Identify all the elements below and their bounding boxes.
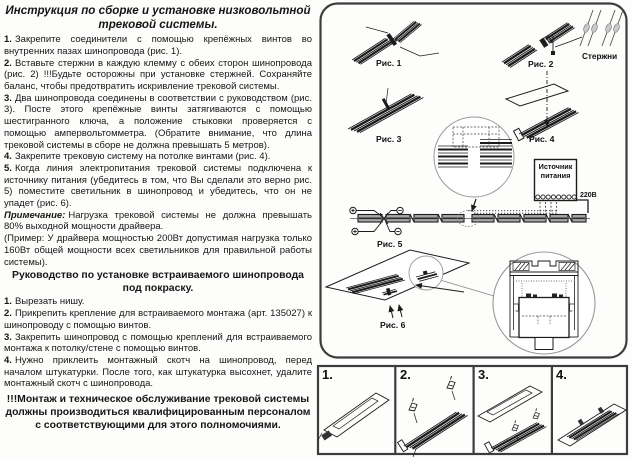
panel4-drawing: [558, 404, 626, 446]
step-text: Два шинопровода соединены в соответствии с руководством (рис. 3). Посте этого крепёжные винты затягиваются с помощью шестигранного ключа, а положение стыковки проверяется с помощью ампервольтомметра. (Обратите внимание, что длина трековой системы в сборе не должна превышать 5 метров).: [4, 92, 312, 151]
step-text: Закрепить шинопровод с помощью креплений для встраиваемого монтажа к потолку/стене с помощью винтов.: [4, 331, 312, 355]
step-text: Вырезать нишу.: [14, 296, 85, 308]
fig2-label: Рис. 2: [528, 59, 554, 69]
figures-illustration: [316, 0, 632, 460]
panel1-number: 1.: [322, 367, 333, 382]
power-source-label: Источник питания: [538, 162, 573, 180]
assembly-step-4: [4, 151, 312, 163]
rods-drawing: [580, 10, 623, 46]
step-text: Нужно приклеить монтажный скотч на шинопровод, перед началом штукатурки. После того, как штукатурка высохнет, удалите монтажный скотч с шинопровода.: [4, 354, 312, 390]
panel3-drawing: [478, 386, 546, 455]
recessed-step-3: [4, 332, 312, 355]
panel2-drawing: [398, 376, 468, 457]
step-number: 3.: [4, 331, 12, 343]
page-title: Инструкция по сборке и установке низковольтной трековой системы.: [5, 4, 311, 31]
plus-terminal-icon: [350, 207, 358, 234]
step-text: Прикрепить крепление для встраиваемого монтажа (арт. 135027) к шинопроводу с помощью винтов.: [4, 308, 312, 331]
step-text: Закрепите трековую систему на потолке винтами (рис. 4).: [14, 151, 271, 163]
panel2-number: 2.: [400, 367, 411, 382]
assembly-step-5: [4, 163, 312, 210]
fig5-label: Рис. 5: [377, 239, 403, 249]
note-text: Нагрузка трековой системы не должна превышать 80% выходной мощности драйвера.: [4, 209, 312, 233]
step-text: Вставьте стержни в каждую клемму с обеих сторон шинопровода (рис. 2) !!!Будьте осторожны при установке стержней. Сохраняйте баланс, чтобы предотвратить искривление трековой системы.: [4, 57, 312, 92]
fig6-drawing: [326, 250, 494, 318]
profile-cross-section-circle: [493, 252, 595, 354]
step-text: Когда линия электропитания трековой системы подключена к источнику питания (убедитесь в том, что Вы сделали это верно рис. 5) поместите светильник в шинопровод и убедитесь, что он не упадет (рис. 6).: [4, 162, 312, 210]
fig6-label: Рис. 6: [380, 320, 406, 330]
rods-label: Стержни: [582, 52, 618, 61]
fig3-label: Рис. 3: [376, 134, 402, 144]
step-number: 1.: [4, 296, 12, 308]
recessed-guide-heading: Руководство по установке встраиваемого шинопровода под покраску.: [12, 270, 304, 294]
recessed-step-1: [4, 296, 312, 308]
step-number: 3.: [4, 92, 12, 104]
note-paragraph: [4, 210, 312, 233]
qualified-personnel-warning: !!!Монтаж и техническое обслуживание трековой системы должны производиться квалифицированным персоналом с соответствующими для этого полномочиями.: [5, 394, 311, 432]
joint-detail-circle: [434, 117, 514, 211]
feed-wires: [468, 202, 557, 215]
panel1-drawing: [318, 393, 389, 440]
fig5-track-chain: [350, 207, 590, 234]
note-label: Примечание:: [4, 209, 66, 221]
assembly-step-3: [4, 93, 312, 152]
step-text: Закрепите соединители с помощью крепёжных винтов во внутренних пазах шинопровода (рис. 1).: [4, 34, 312, 57]
assembly-step-2: [4, 58, 312, 93]
recessed-step-4: [4, 355, 312, 390]
step-number: 4.: [4, 354, 12, 366]
step-number: 1.: [4, 34, 12, 46]
fig4-drawing: [506, 71, 579, 142]
voltage-label: 220В: [580, 192, 597, 199]
fig1-label: Рис. 1: [376, 58, 402, 68]
fig3-drawing: [348, 88, 423, 137]
assembly-step-1: [4, 34, 312, 57]
step-panels-grid: [318, 366, 627, 457]
instruction-text-column: [0, 0, 315, 460]
figures-column: [316, 0, 632, 460]
step-number: 4.: [4, 151, 12, 163]
panel3-number: 3.: [478, 367, 489, 382]
step-number: 2.: [4, 57, 12, 69]
note-example: (Пример: У драйвера мощностью 200Вт допустимая нагрузка только 160Вт общей мощности всех светильников для правильной работы системы).: [4, 233, 312, 268]
step-number: 2.: [4, 308, 12, 320]
step-number: 5.: [4, 162, 12, 174]
panel4-number: 4.: [556, 367, 567, 382]
fig4-label: Рис. 4: [529, 134, 555, 144]
recessed-step-2: [4, 308, 312, 331]
